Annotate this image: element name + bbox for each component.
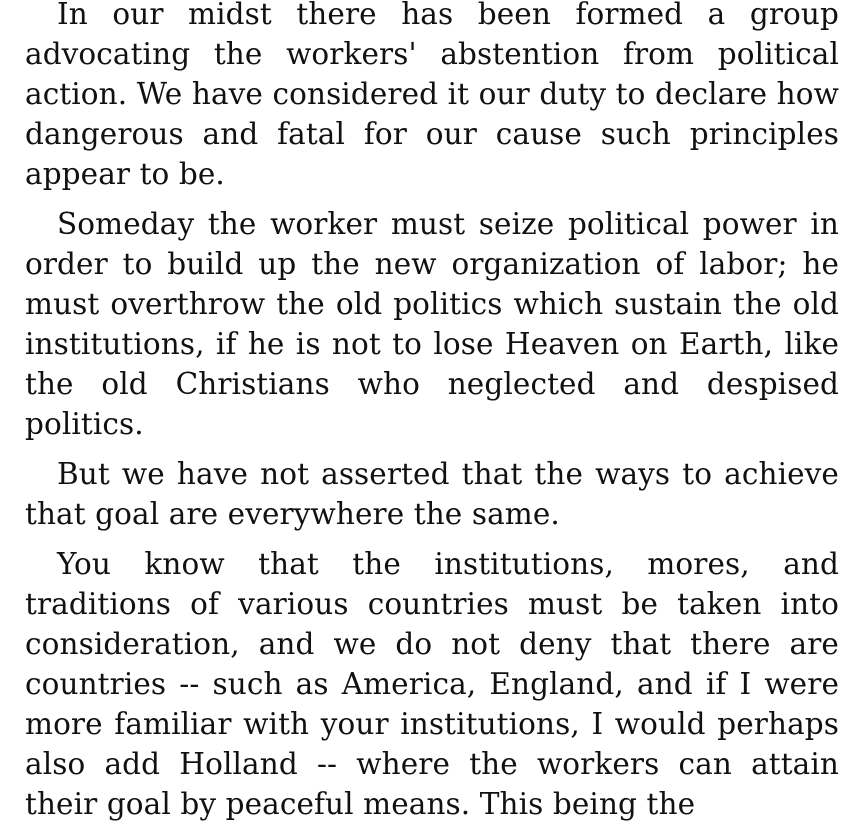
paragraph-abstention: In our midst there has been formed a group advocating the workers' abstention from political action. We have considered it our duty to declare how dangerous and fatal for our cause such principles appear to be. (25, 0, 839, 191)
paragraph-political-power: Someday the worker must seize political power in order to build up the new organization of labor; he must overthrow the old politics which sustain the old institutions, if he is not to lose Heaven on Earth, like the old Christians who neglected and despised politics. (25, 207, 839, 441)
document-page (25, 0, 839, 834)
paragraph-peaceful-means: You know that the institutions, mores, and traditions of various countries must be taken into consideration, and we do not deny that there are countries -- such as America, England, and if I were more familiar with your institutions, I would perhaps also add Holland -- where the workers can attain their goal by peaceful means. This being the (25, 547, 839, 821)
paragraph-ways-to-goal: But we have not asserted that the ways to achieve that goal are everywhere the same. (25, 457, 839, 531)
